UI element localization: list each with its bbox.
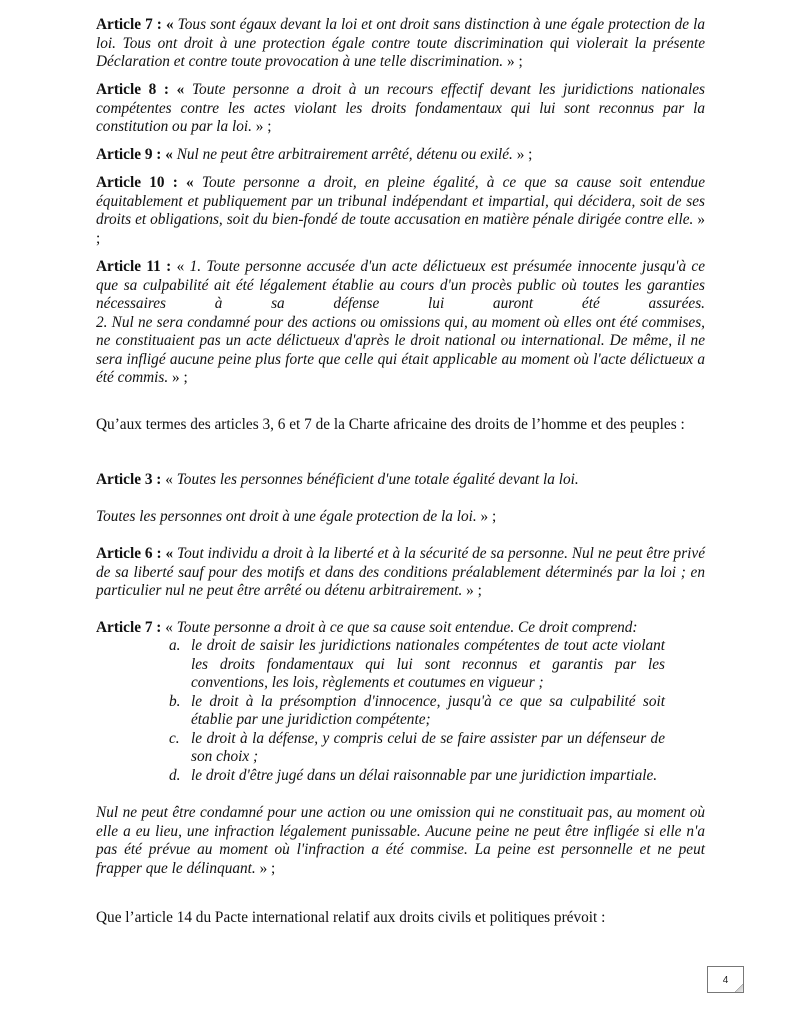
open-quote: « xyxy=(161,545,178,562)
article-label: Article 6 : xyxy=(96,545,162,562)
list-marker: b. xyxy=(169,692,181,710)
close-quote: » ; xyxy=(251,118,272,135)
paragraph-udhr-article-7 xyxy=(96,16,705,72)
close-quote: » ; xyxy=(168,369,188,386)
paragraph-charter-article-3 xyxy=(96,471,705,490)
list-item-text: le droit de saisir les juridictions nationales compétentes de tout acte violant les droits fondamentaux qui lui sont reconnus et garantis par les conventions, les lois, règlements et coutumes en vigueur ; xyxy=(191,637,665,691)
list-item xyxy=(169,693,665,730)
list-marker: a. xyxy=(169,637,181,654)
article-text: Nul ne peut être arbitrairement arrêté, détenu ou exilé. xyxy=(176,146,513,163)
intro-text: Que l’article 14 du Pacte international relatif aux droits civils et politiques prévoit : xyxy=(96,909,606,926)
close-quote: » ; xyxy=(503,53,523,70)
open-quote: « xyxy=(171,258,190,275)
page-fold-icon xyxy=(735,984,743,992)
paragraph-charter-article-6 xyxy=(96,545,705,601)
list-item xyxy=(169,637,665,693)
close-quote: » ; xyxy=(255,859,276,877)
article-text: Tous sont égaux devant la loi et ont droit sans distinction à une égale protection de la loi. Tous ont droit à une protection égale contre toute discrimination qui violerait la présente Déclaration et contre toute provocation à une telle discrimination. xyxy=(96,16,705,70)
intro-text: Qu’aux termes des articles 3, 6 et 7 de la Charte africaine des droits de l’homme et des peuples : xyxy=(96,416,685,433)
open-quote: « xyxy=(161,619,177,636)
list-marker: d. xyxy=(169,766,181,784)
paragraph-charter-article-3-cont xyxy=(96,508,705,527)
close-quote: » ; xyxy=(476,508,497,525)
open-quote: « xyxy=(161,471,177,488)
close-quote: » ; xyxy=(462,582,482,599)
list-item-text: le droit d'être jugé dans un délai raisonnable par une juridiction impartiale. xyxy=(191,766,658,784)
article-label: Article 11 : xyxy=(96,258,172,275)
article-label: Article 10 : xyxy=(96,174,178,191)
paragraph-udhr-article-9 xyxy=(96,146,705,165)
list-item-text: le droit à la présomption d'innocence, jusqu'à ce que sa culpabilité soit établie par une juridiction compétente; xyxy=(191,692,665,728)
open-quote: « xyxy=(161,16,178,33)
list-item-text: le droit à la défense, y compris celui de se faire assister par un défenseur de son choix ; xyxy=(191,729,665,765)
article-text: Toute personne a droit, en pleine égalité, à ce que sa cause soit entendue équitablement et publiquement par un tribunal indépendant et impartial, qui décidera, soit de ses droits et obligations, soit du bien-fondé de toute accusation en matière pénale dirigée contre elle. xyxy=(96,174,705,228)
list-item xyxy=(169,730,665,767)
charter-article-7-list xyxy=(169,637,665,785)
page-number: 4 xyxy=(722,975,729,986)
article-text-clause-1: 1. Toute personne accusée d'un acte délictueux est présumée innocente jusqu'à ce que sa culpabilité ait été légalement établie au cours d'un procès public où toutes les garanties nécessaires à sa défense lui auront été assurées. xyxy=(96,258,706,312)
article-label: Article 8 : xyxy=(96,81,170,98)
article-label: Article 7 : xyxy=(96,619,162,636)
article-text: Tout individu a droit à la liberté et à la sécurité de sa personne. Nul ne peut être privé de sa liberté sauf pour des motifs et dans des conditions préalablement déterminés par la loi ; en particulier nul ne peut être arrêté ou détenu arbitrairement. xyxy=(96,545,705,599)
list-marker: c. xyxy=(169,729,180,747)
article-text: Toutes les personnes ont droit à une égale protection de la loi. xyxy=(96,508,477,525)
article-text: Toutes les personnes bénéficient d'une totale égalité devant la loi. xyxy=(176,471,579,488)
page-number-box xyxy=(707,966,744,993)
article-text: Toute personne a droit à ce que sa cause soit entendue. Ce droit comprend: xyxy=(176,619,638,636)
paragraph-charter-article-7 xyxy=(96,619,705,638)
article-text: Nul ne peut être condamné pour une action ou une omission qui ne constituait pas, au moment où elle a eu lieu, une infraction légalement punissable. Aucune peine ne peut être infligée si elle n'a pas été prévue au moment où l'infraction a été commise. La peine est personnelle et ne peut frapper que le délinquant. xyxy=(96,804,705,877)
open-quote: « xyxy=(177,174,202,191)
open-quote: « xyxy=(169,81,192,98)
article-text-clause-2: 2. Nul ne sera condamné pour des actions ou omissions qui, au moment où elles ont été commises, ne constituaient pas un acte délictueux d'après le droit national ou international. De même, il ne sera infligé aucune peine plus forte que celle qui était applicable au moment où l'acte délictueux a été commis. xyxy=(96,313,705,386)
paragraph-udhr-article-11 xyxy=(96,258,705,388)
paragraph-charter-intro xyxy=(96,416,705,435)
close-quote: » ; xyxy=(96,211,705,247)
paragraph-covenant-intro xyxy=(96,909,705,928)
close-quote: » ; xyxy=(512,146,533,163)
article-text: Toute personne a droit à un recours effectif devant les juridictions nationales compétentes contre les actes violant les droits fondamentaux qui lui sont reconnus par la constitution ou par la loi. xyxy=(96,81,706,135)
paragraph-charter-article-7-cont xyxy=(96,804,705,878)
paragraph-udhr-article-10 xyxy=(96,174,705,248)
article-label: Article 9 : xyxy=(96,146,162,163)
paragraph-udhr-article-8 xyxy=(96,81,705,137)
list-item xyxy=(169,767,665,786)
open-quote: « xyxy=(161,146,177,163)
article-label: Article 3 : xyxy=(96,471,162,488)
article-label: Article 7 : xyxy=(96,16,162,33)
